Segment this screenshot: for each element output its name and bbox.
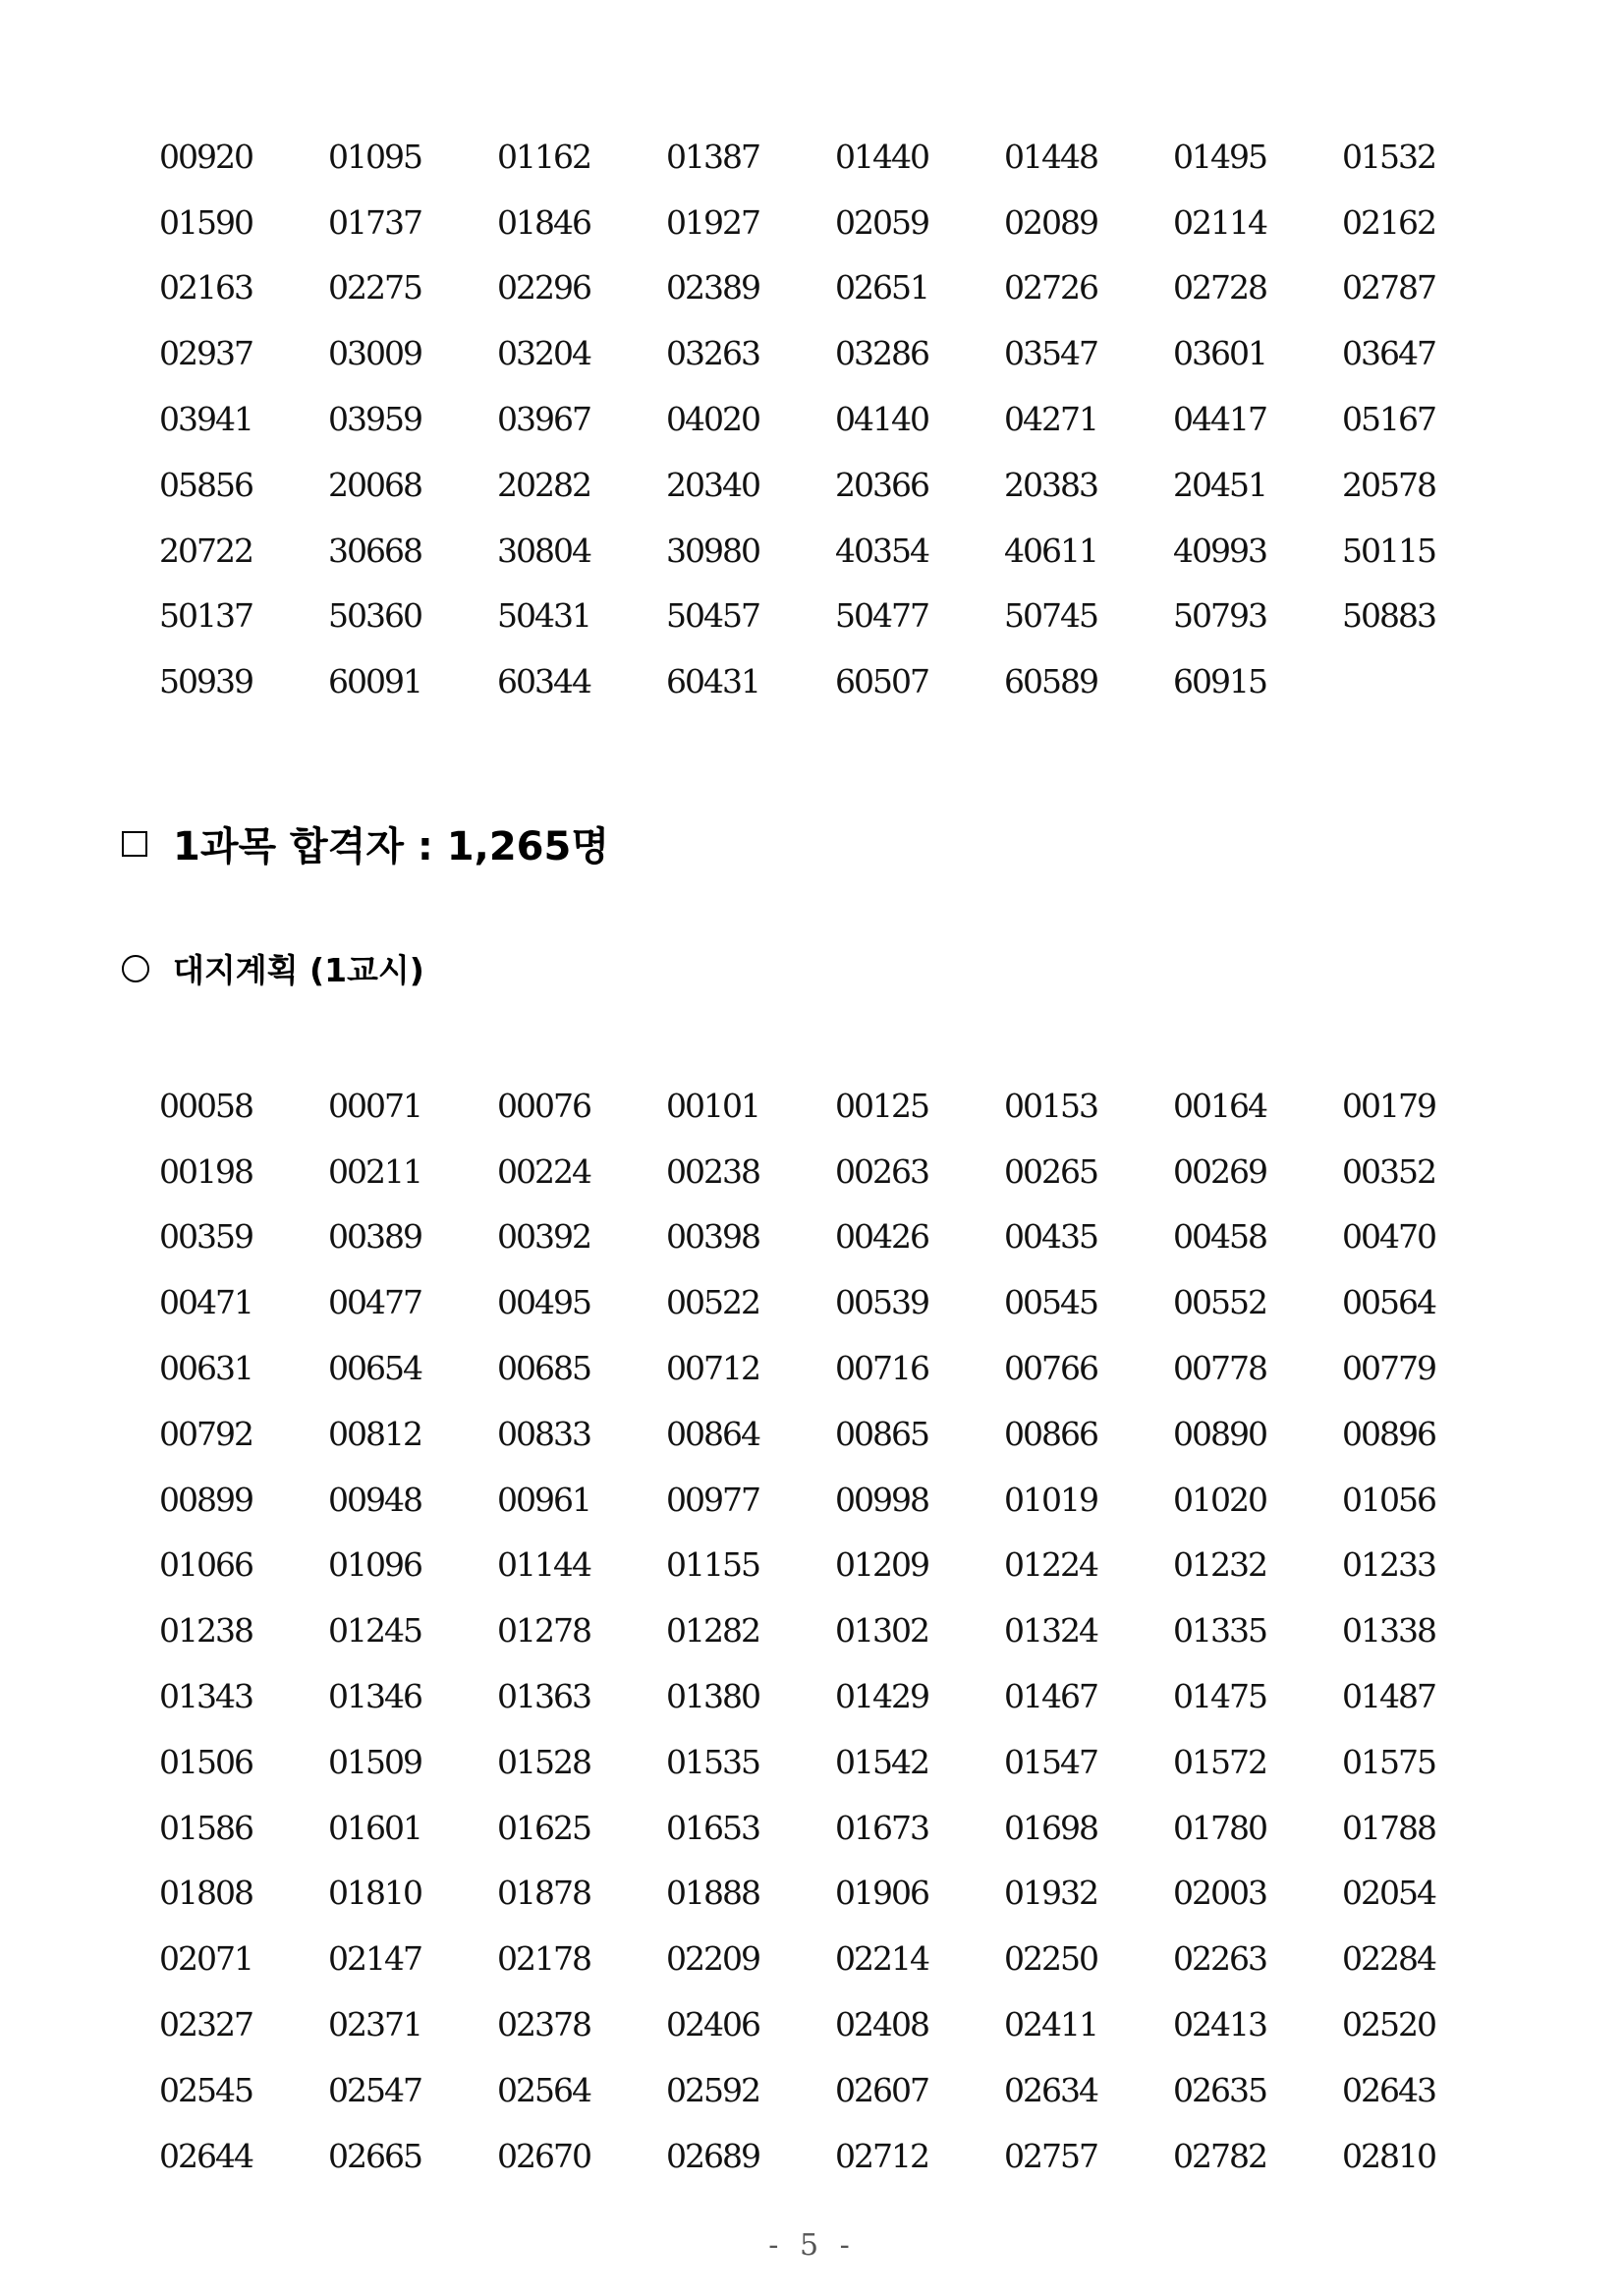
candidate-number: 60431 [666,662,759,701]
square-bullet-icon [122,831,147,857]
candidate-number: 00392 [497,1217,590,1257]
candidate-number: 02162 [1342,202,1435,242]
candidate-number: 01380 [666,1677,759,1716]
candidate-number: 50745 [1004,596,1097,636]
candidate-number: 50883 [1342,596,1435,636]
candidate-number: 50477 [835,596,928,636]
candidate-number: 00890 [1173,1414,1266,1453]
candidate-number: 01528 [497,1742,590,1781]
candidate-number: 02782 [1173,2136,1266,2175]
candidate-number: 02520 [1342,2005,1435,2044]
candidate-number: 01387 [666,137,759,176]
candidate-number: 01278 [497,1611,590,1651]
candidate-number: 00552 [1173,1283,1266,1322]
candidate-number: 20366 [835,465,928,504]
candidate-number: 00389 [328,1217,421,1257]
candidate-number: 02634 [1004,2070,1097,2109]
candidate-number: 03967 [497,400,590,439]
candidate-number: 01440 [835,137,928,176]
candidate-number: 01586 [159,1808,252,1847]
candidate-number: 00101 [666,1086,759,1125]
candidate-number: 01888 [666,1874,759,1913]
candidate-number: 00435 [1004,1217,1097,1257]
candidate-number: 02250 [1004,1939,1097,1979]
candidate-number: 02275 [328,268,421,308]
candidate-number: 01906 [835,1874,928,1913]
candidate-number: 01155 [666,1545,759,1585]
candidate-number: 01532 [1342,137,1435,176]
candidate-number: 03941 [159,400,252,439]
candidate-number: 02089 [1004,202,1097,242]
candidate-number: 01590 [159,202,252,242]
candidate-number: 00866 [1004,1414,1097,1453]
candidate-number: 01224 [1004,1545,1097,1585]
candidate-number: 01780 [1173,1808,1266,1847]
candidate-number: 01673 [835,1808,928,1847]
candidate-number: 01096 [328,1545,421,1585]
candidate-number: 60091 [328,662,421,701]
candidate-number: 00631 [159,1349,252,1388]
candidate-number: 60344 [497,662,590,701]
candidate-number: 01878 [497,1874,590,1913]
candidate-number: 02371 [328,2005,421,2044]
candidate-number: 00716 [835,1349,928,1388]
candidate-number: 02059 [835,202,928,242]
candidate-number-grid-bottom [159,1073,1515,2189]
candidate-number: 02296 [497,268,590,308]
candidate-number: 00238 [666,1151,759,1191]
candidate-number: 01209 [835,1545,928,1585]
candidate-number: 02263 [1173,1939,1266,1979]
candidate-number: 01338 [1342,1611,1435,1651]
candidate-number: 01019 [1004,1480,1097,1519]
candidate-number: 01808 [159,1874,252,1913]
candidate-number-grid-top [159,124,1515,714]
candidate-number: 01343 [159,1677,252,1716]
candidate-number: 20068 [328,465,421,504]
candidate-number: 02114 [1173,202,1266,242]
candidate-number: 02564 [497,2070,590,2109]
candidate-number: 01846 [497,202,590,242]
candidate-number: 60915 [1173,662,1266,701]
candidate-number: 30804 [497,531,590,570]
candidate-number: 02406 [666,2005,759,2044]
candidate-number: 00179 [1342,1086,1435,1125]
page-number: - 5 - [768,2228,856,2263]
candidate-number: 03286 [835,334,928,373]
candidate-number: 02003 [1173,1874,1266,1913]
candidate-number: 02665 [328,2136,421,2175]
candidate-number: 02413 [1173,2005,1266,2044]
candidate-number: 00470 [1342,1217,1435,1257]
candidate-number: 00792 [159,1414,252,1453]
candidate-number: 01788 [1342,1808,1435,1847]
candidate-number: 00812 [328,1414,421,1453]
candidate-number: 02284 [1342,1939,1435,1979]
candidate-number: 02411 [1004,2005,1097,2044]
candidate-number: 00833 [497,1414,590,1453]
candidate-number: 01547 [1004,1742,1097,1781]
candidate-number: 02651 [835,268,928,308]
candidate-number: 30980 [666,531,759,570]
candidate-number: 01335 [1173,1611,1266,1651]
candidate-number: 01095 [328,137,421,176]
candidate-number: 01020 [1173,1480,1266,1519]
candidate-number: 01448 [1004,137,1097,176]
candidate-number: 01162 [497,137,590,176]
candidate-number: 01535 [666,1742,759,1781]
section-title: 1과목 합격자 : 1,265명 [173,824,609,869]
candidate-number: 00495 [497,1283,590,1322]
candidate-number: 05856 [159,465,252,504]
candidate-number: 01506 [159,1742,252,1781]
candidate-number: 01144 [497,1545,590,1585]
candidate-number: 04140 [835,400,928,439]
candidate-number: 01429 [835,1677,928,1716]
candidate-number: 00058 [159,1086,252,1125]
candidate-number: 40611 [1004,531,1097,570]
subsection-heading [122,945,424,991]
circle-bullet-icon [122,955,149,982]
candidate-number: 02670 [497,2136,590,2175]
candidate-number: 01346 [328,1677,421,1716]
candidate-number: 02214 [835,1939,928,1979]
candidate-number: 04271 [1004,400,1097,439]
candidate-number: 00426 [835,1217,928,1257]
candidate-number: 50939 [159,662,252,701]
candidate-number: 02408 [835,2005,928,2044]
section-heading [122,815,609,871]
candidate-number: 04020 [666,400,759,439]
candidate-number: 02547 [328,2070,421,2109]
subsection-title: 대지계획 (1교시) [173,951,424,989]
candidate-number: 00477 [328,1283,421,1322]
candidate-number: 02607 [835,2070,928,2109]
candidate-number: 00948 [328,1480,421,1519]
candidate-number: 02209 [666,1939,759,1979]
candidate-number: 01698 [1004,1808,1097,1847]
candidate-number: 00899 [159,1480,252,1519]
candidate-number: 00961 [497,1480,590,1519]
candidate-number: 01056 [1342,1480,1435,1519]
candidate-number: 00269 [1173,1151,1266,1191]
candidate-number: 20383 [1004,465,1097,504]
candidate-number: 00164 [1173,1086,1266,1125]
candidate-number: 01302 [835,1611,928,1651]
candidate-number: 50137 [159,596,252,636]
candidate-number: 02728 [1173,268,1266,308]
candidate-number: 01363 [497,1677,590,1716]
candidate-number: 50793 [1173,596,1266,636]
candidate-number: 01487 [1342,1677,1435,1716]
candidate-number: 00153 [1004,1086,1097,1125]
candidate-number: 01467 [1004,1677,1097,1716]
candidate-number: 00071 [328,1086,421,1125]
candidate-number: 02787 [1342,268,1435,308]
candidate-number: 00865 [835,1414,928,1453]
candidate-number: 20451 [1173,465,1266,504]
candidate-number: 00766 [1004,1349,1097,1388]
candidate-number: 20340 [666,465,759,504]
candidate-number: 02592 [666,2070,759,2109]
candidate-number: 00998 [835,1480,928,1519]
candidate-number: 40354 [835,531,928,570]
candidate-number: 02389 [666,268,759,308]
candidate-number: 01509 [328,1742,421,1781]
candidate-number: 00779 [1342,1349,1435,1388]
candidate-number: 00896 [1342,1414,1435,1453]
candidate-number: 01575 [1342,1742,1435,1781]
candidate-number: 00211 [328,1151,421,1191]
candidate-number: 00263 [835,1151,928,1191]
candidate-number: 02163 [159,268,252,308]
candidate-number: 02327 [159,2005,252,2044]
candidate-number: 02378 [497,2005,590,2044]
candidate-number: 01932 [1004,1874,1097,1913]
candidate-number: 00458 [1173,1217,1266,1257]
candidate-number: 02147 [328,1939,421,1979]
candidate-number: 01542 [835,1742,928,1781]
candidate-number: 02071 [159,1939,252,1979]
candidate-number: 20722 [159,531,252,570]
candidate-number: 01066 [159,1545,252,1585]
candidate-number: 04417 [1173,400,1266,439]
candidate-number: 03263 [666,334,759,373]
candidate-number: 00564 [1342,1283,1435,1322]
candidate-number: 00198 [159,1151,252,1191]
candidate-number: 01625 [497,1808,590,1847]
candidate-number: 00864 [666,1414,759,1453]
candidate-number: 01495 [1173,137,1266,176]
candidate-number: 00977 [666,1480,759,1519]
candidate-number: 01245 [328,1611,421,1651]
candidate-number: 02545 [159,2070,252,2109]
candidate-number: 02643 [1342,2070,1435,2109]
candidate-number: 20282 [497,465,590,504]
candidate-number: 00352 [1342,1151,1435,1191]
candidate-number: 03601 [1173,334,1266,373]
candidate-number: 01572 [1173,1742,1266,1781]
candidate-number: 00654 [328,1349,421,1388]
candidate-number: 60589 [1004,662,1097,701]
candidate-number: 01810 [328,1874,421,1913]
candidate-number: 02712 [835,2136,928,2175]
candidate-number: 01601 [328,1808,421,1847]
candidate-number: 00359 [159,1217,252,1257]
candidate-number: 00712 [666,1349,759,1388]
candidate-number: 01927 [666,202,759,242]
candidate-number: 00125 [835,1086,928,1125]
candidate-number: 02644 [159,2136,252,2175]
candidate-number: 00778 [1173,1349,1266,1388]
candidate-number: 01475 [1173,1677,1266,1716]
candidate-number: 00265 [1004,1151,1097,1191]
candidate-number: 02178 [497,1939,590,1979]
candidate-number: 01232 [1173,1545,1266,1585]
candidate-number: 40993 [1173,531,1266,570]
candidate-number: 01653 [666,1808,759,1847]
candidate-number: 02810 [1342,2136,1435,2175]
candidate-number: 00224 [497,1151,590,1191]
candidate-number: 03204 [497,334,590,373]
candidate-number: 02054 [1342,1874,1435,1913]
candidate-number: 50115 [1342,531,1435,570]
candidate-number: 00076 [497,1086,590,1125]
candidate-number: 02689 [666,2136,759,2175]
candidate-number: 00522 [666,1283,759,1322]
candidate-number: 00398 [666,1217,759,1257]
candidate-number: 02937 [159,334,252,373]
candidate-number: 50360 [328,596,421,636]
candidate-number: 50431 [497,596,590,636]
candidate-number: 00685 [497,1349,590,1388]
candidate-number: 03959 [328,400,421,439]
candidate-number: 50457 [666,596,759,636]
candidate-number: 02635 [1173,2070,1266,2109]
candidate-number: 01282 [666,1611,759,1651]
candidate-number: 30668 [328,531,421,570]
candidate-number: 03647 [1342,334,1435,373]
candidate-number: 00539 [835,1283,928,1322]
candidate-number: 00545 [1004,1283,1097,1322]
candidate-number: 02757 [1004,2136,1097,2175]
candidate-number: 03547 [1004,334,1097,373]
candidate-number: 02726 [1004,268,1097,308]
candidate-number: 01233 [1342,1545,1435,1585]
candidate-number: 05167 [1342,400,1435,439]
candidate-number: 00471 [159,1283,252,1322]
candidate-number: 01737 [328,202,421,242]
candidate-number: 00920 [159,137,252,176]
candidate-number: 01324 [1004,1611,1097,1651]
candidate-number: 20578 [1342,465,1435,504]
candidate-number: 03009 [328,334,421,373]
candidate-number: 60507 [835,662,928,701]
candidate-number: 01238 [159,1611,252,1651]
